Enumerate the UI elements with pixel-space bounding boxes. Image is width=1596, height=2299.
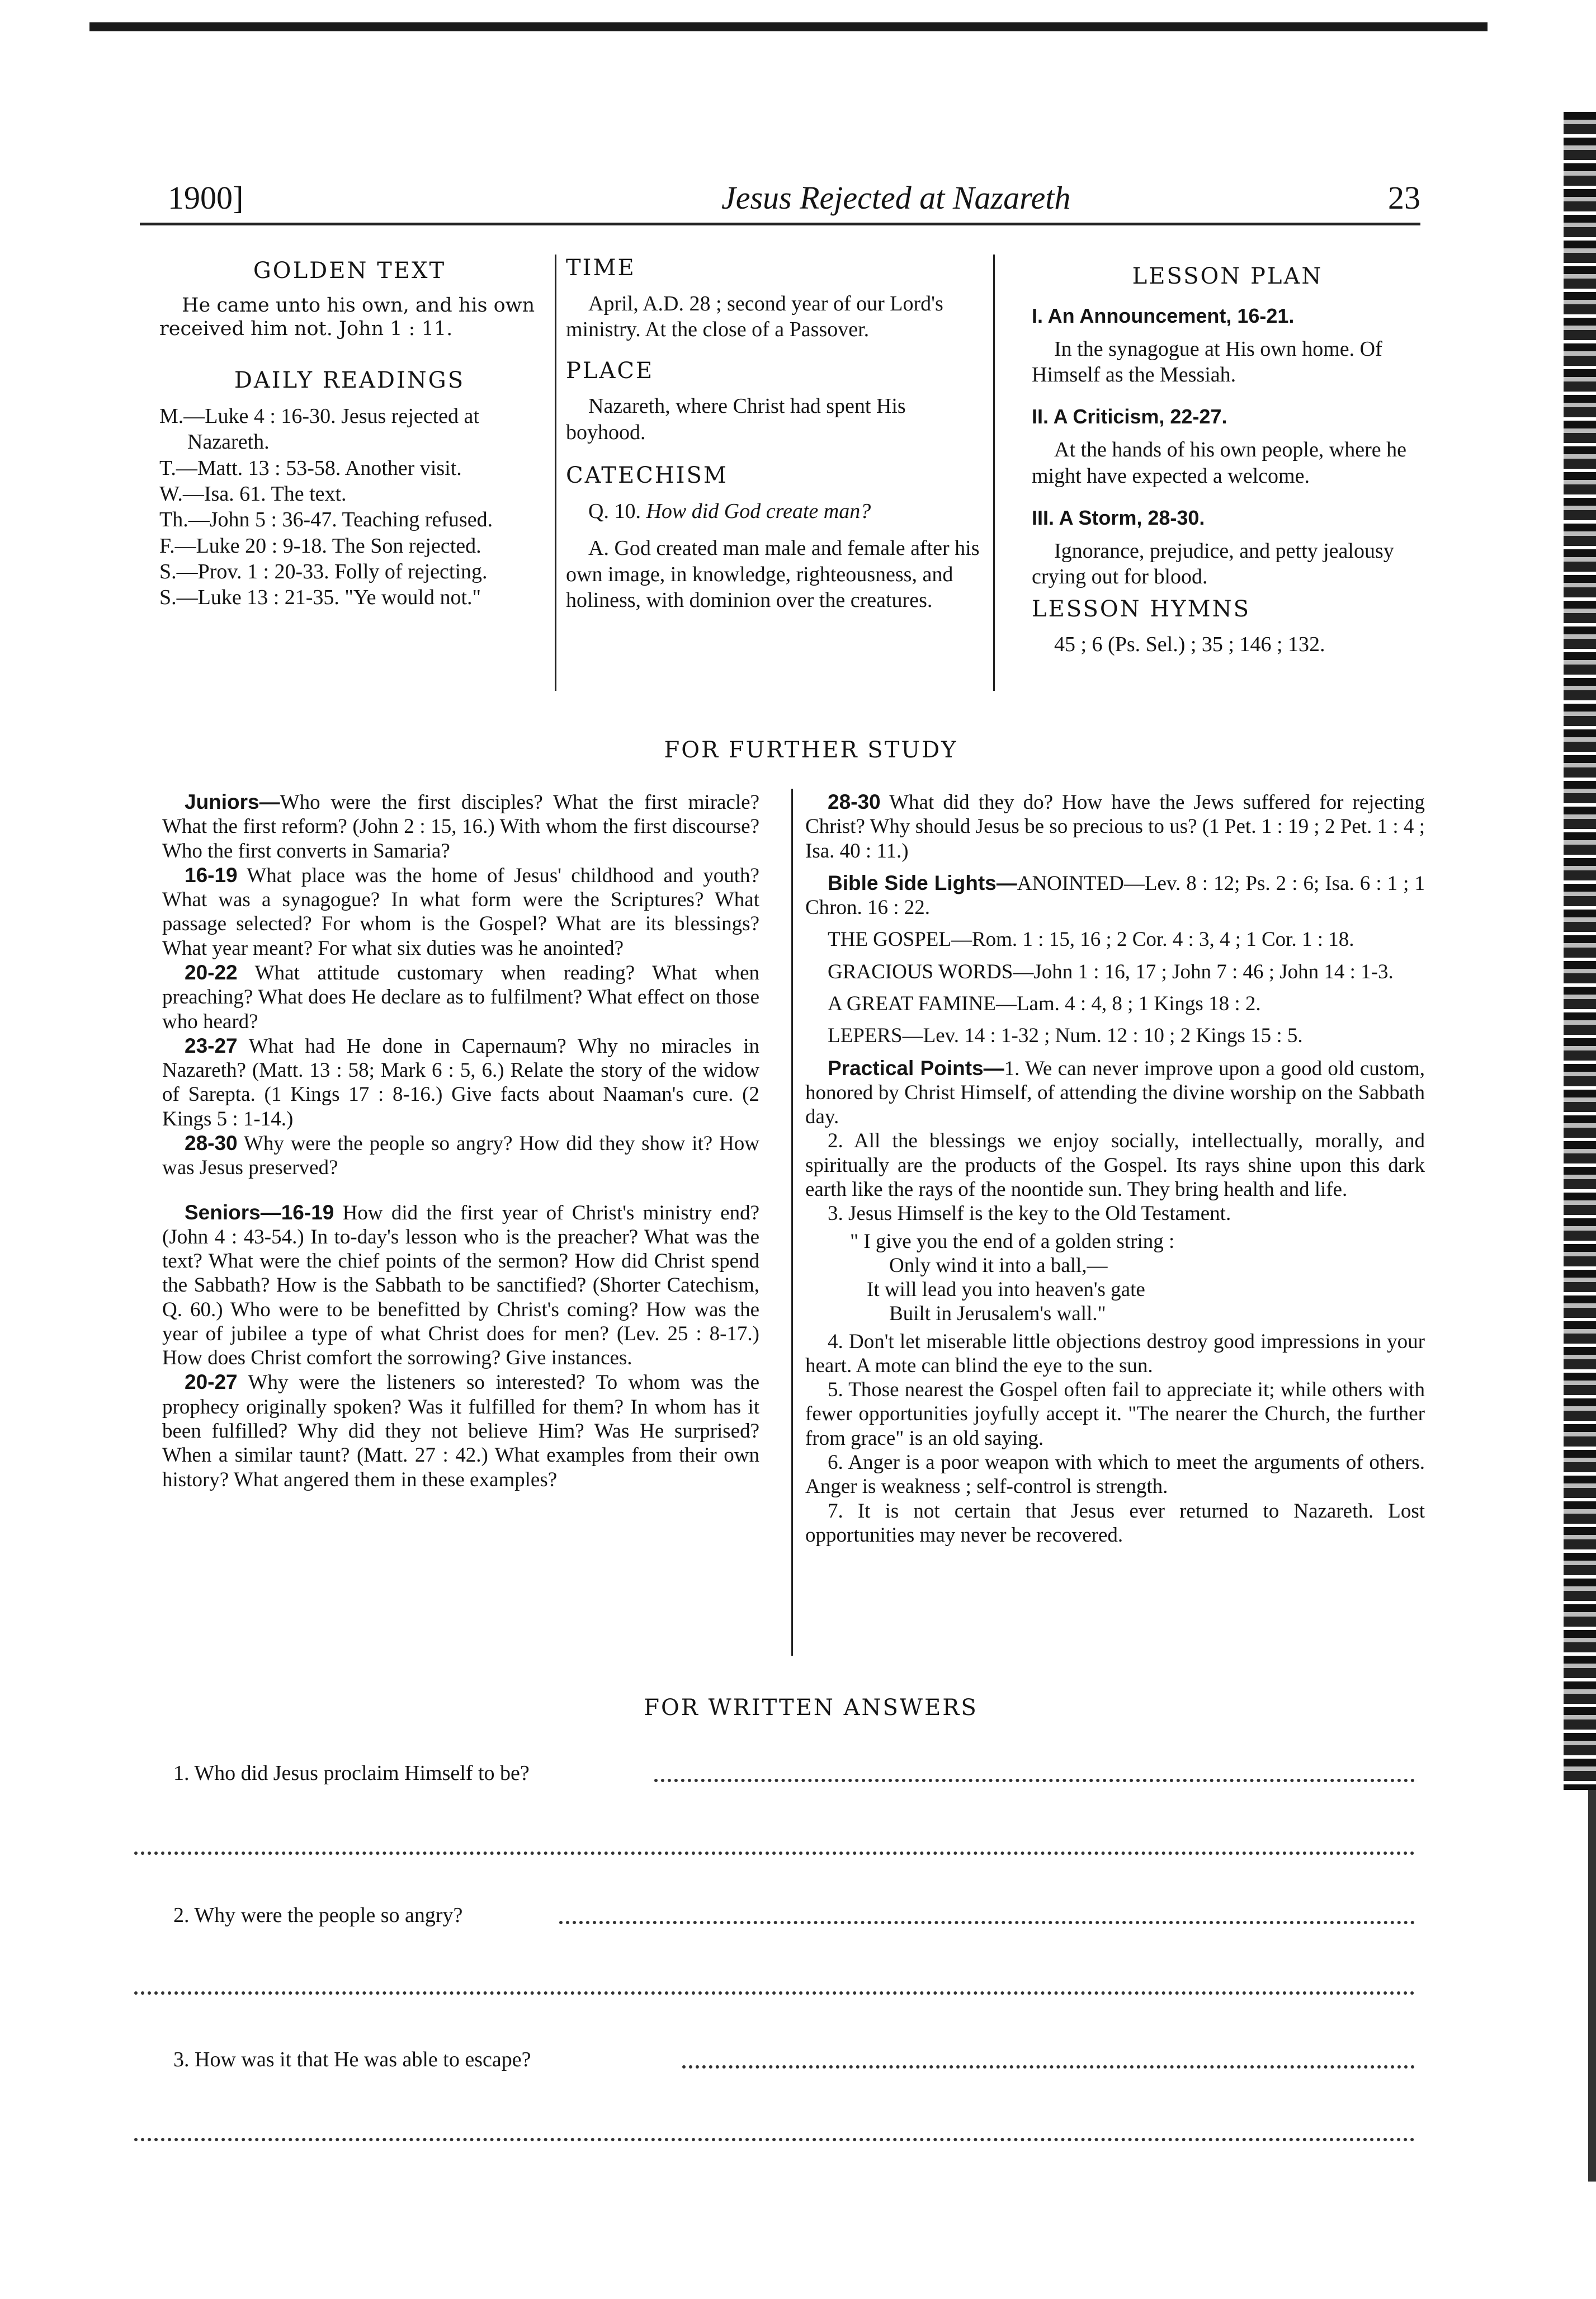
study-label: 28-30 [185,1131,238,1155]
daily-reading-item: Th.—John 5 : 36-47. Teaching refused. [159,508,493,532]
study-para-side-lights [805,871,1425,920]
header-rule [140,223,1420,225]
answer-blank-1a[interactable] [654,1779,1415,1782]
daily-reading-item: T.—Matt. 13 : 53-58. Another visit. [159,456,462,480]
answer-blank-2a[interactable] [559,1921,1415,1924]
answer-blank-2b[interactable] [134,1991,1415,1995]
page-edge-shadow-lower [1588,1790,1596,2182]
running-head-title: Jesus Rejected at Nazareth [721,180,1071,216]
study-para-seniors [162,1200,759,1370]
question-1: 1. Who did Jesus proclaim Himself to be? [173,1761,530,1785]
study-text: What had He done in Capernaum? Why no miracles in Nazareth? (Matt. 13 : 58; Mark 6 : 5, 6.) Relate the story of the widow of Sarepta. (1 Kings 17 : 8-16.) Give facts about Naaman's cure. (2 Kings 5 : 1-14.) [162,1034,759,1130]
catechism-question [566,498,980,524]
study-label: Bible Side Lights— [828,871,1017,894]
answer-blank-1b[interactable] [134,1852,1415,1855]
poem-line: Only wind it into a ball,— [889,1254,1108,1277]
study-text: Why were the people so angry? How did they show it? How was Jesus preserved? [162,1132,759,1180]
study-para-practical-points [805,1056,1425,1129]
top-edge-bar [89,22,1488,31]
golden-text-heading: GOLDEN TEXT [253,258,446,284]
page-number: 23 [1388,180,1420,216]
question-3: 3. How was it that He was able to escape? [173,2048,531,2071]
study-text: What did they do? How have the Jews suffered for rejecting Christ? Why should Jesus be so precious to us? (1 Pet. 1 : 19 ; 2 Pet. 1 : 4 ; Isa. 40 : 11.) [805,791,1425,863]
place-body: Nazareth, where Christ had spent His boyhood. [566,394,906,444]
study-para: THE GOSPEL—Rom. 1 : 15, 16 ; 2 Cor. 4 : 3, 4 ; 1 Cor. 1 : 18. [828,928,1354,951]
study-para [162,1370,759,1491]
written-answers-heading: FOR WRITTEN ANSWERS [644,1695,978,1721]
answer-blank-3a[interactable] [682,2065,1415,2069]
lesson-plan-column [1032,263,1423,658]
time-place-column [566,255,980,613]
study-label: 28-30 [828,790,881,813]
study-label: 23-27 [185,1034,238,1057]
golden-text-column [159,257,540,611]
study-para [162,960,759,1034]
lesson-plan-section-title: I. An Announcement, 16-21. [1032,304,1295,327]
study-para [805,790,1425,863]
study-text: What place was the home of Jesus' childhood and youth? What was a synagogue? In what form were the Scriptures? What passage selected? For whom is the Gospel? What are its blessings? What year meant? For what six duties was he anointed? [162,864,759,960]
study-text: Why were the listeners so interested? To whom was the prophecy originally spoken? Was it fulfilled for them? In whom has it been fulfilled? Why did they not believe Him? Was He surprised? When a similar taunt? (Matt. 27 : 42.) What examples from their own history? What angered them in these examples? [162,1371,759,1491]
time-body: April, A.D. 28 ; second year of our Lord's ministry. At the close of a Passover. [566,291,943,342]
study-label: Practical Points— [828,1056,1004,1080]
study-para: 7. It is not certain that Jesus ever returned to Nazareth. Lost opportunities may never be recovered. [805,1499,1425,1547]
daily-readings-heading: DAILY READINGS [234,368,465,394]
study-text: 1. We can never improve upon a good old custom, honored by Christ Himself, of attending the divine worship on the Sabbath day. [805,1057,1425,1129]
lesson-plan-section-text: At the hands of his own people, where he might have expected a welcome. [1032,438,1407,488]
study-para: 2. All the blessings we enjoy socially, intellectually, morally, and spiritually are the products of the Gospel. Its rays shine upon this dark earth like the rays of the noontide sun. They bring health and life. [805,1129,1425,1201]
poem-block [805,1229,1425,1326]
study-label: 20-27 [185,1370,238,1394]
running-head [134,168,1420,218]
daily-reading-item: S.—Prov. 1 : 20-33. Folly of rejecting. [159,560,488,584]
lesson-plan-section-text: Ignorance, prejudice, and petty jealousy crying out for blood. [1032,539,1394,589]
daily-reading-item: F.—Luke 20 : 9-18. The Son rejected. [159,534,481,558]
study-text: Who were the first disciples? What the first miracle? What the first reform? (John 2 : 15, 16.) With whom the first discourse? Who the first converts in Samaria? [162,791,759,863]
catechism-question-number: Q. 10. [588,499,641,523]
daily-reading-item: M.—Luke 4 : 16-30. Jesus rejected at Nazareth. [159,404,479,454]
page-edge-shadow [1564,112,1596,1790]
answer-blank-3b[interactable] [134,2138,1415,2141]
lesson-plan-heading: LESSON PLAN [1132,263,1323,289]
study-text: What attitude customary when reading? What when preaching? What does He declare as to fulfilment? What effect on those who heard? [162,961,759,1033]
poem-line: It will lead you into heaven's gate [867,1278,1145,1302]
further-study-left [162,790,759,1492]
further-study-right [805,790,1425,1547]
daily-reading-item: W.—Isa. 61. The text. [159,482,347,506]
question-2: 2. Why were the people so angry? [173,1904,463,1927]
study-para: 4. Don't let miserable little objections destroy good impressions in your heart. A mote can blind the eye to the sun. [805,1330,1425,1377]
study-para: 6. Anger is a poor weapon with which to meet the arguments of others. Anger is weakness ; self-control is strength. [805,1451,1425,1499]
poem-line: Built in Jerusalem's wall." [889,1302,1106,1326]
time-heading: TIME [566,255,636,281]
study-label: Seniors—16-19 [185,1200,334,1224]
lesson-hymns-text: 45 ; 6 (Ps. Sel.) ; 35 ; 146 ; 132. [1054,633,1325,657]
study-label: 16-19 [185,863,238,887]
column-divider [555,255,556,691]
daily-reading-item: S.—Luke 13 : 21-35. "Ye would not." [159,586,481,610]
column-divider [791,789,793,1656]
daily-readings-list [159,403,540,611]
study-para [162,1034,759,1131]
place-heading: PLACE [566,357,654,384]
study-para-juniors [162,790,759,863]
poem-line: " I give you the end of a golden string : [850,1229,1175,1253]
study-para [162,863,759,960]
study-para: A GREAT FAMINE—Lam. 4 : 4, 8 ; 1 Kings 18 : 2. [828,992,1261,1015]
running-head-year: 1900] [168,180,244,216]
lesson-plan-section-text: In the synagogue at His own home. Of Himself as the Messiah. [1032,337,1382,387]
lesson-plan-section-title: II. A Criticism, 22-27. [1032,405,1227,428]
lesson-hymns-heading: LESSON HYMNS [1032,596,1251,622]
column-divider [993,255,995,691]
study-para: GRACIOUS WORDS—John 1 : 16, 17 ; John 7 : 46 ; John 14 : 1-3. [828,960,1394,983]
study-text: How did the first year of Christ's ministry end? (John 4 : 43-54.) In to-day's lesson who is the preacher? What was the text? What were the chief points of the sermon? How did Christ spend the Sabbath? How is the Sabbath to be sanctified? (Shorter Catechism, Q. 60.) Who were to be benefitted by Christ's coming? How was the year of jubilee a type of what Christ does for men? (Lev. 25 : 8-17.) How does Christ comfort the sorrowing? Give instances. [162,1201,760,1370]
golden-text-body: He came unto his own, and his own received him not. John 1 : 11. [159,294,535,341]
study-text: ANOINTED—Lev. 8 : 12; Ps. 2 : 6; Isa. 6 : 1 ; 1 Chron. 16 : 22. [805,871,1425,920]
study-para: LEPERS—Lev. 14 : 1-32 ; Num. 12 : 10 ; 2 Kings 15 : 5. [828,1024,1303,1048]
further-study-heading: FOR FURTHER STUDY [664,737,958,763]
study-para [162,1131,759,1180]
study-label: 20-22 [185,960,238,984]
catechism-heading: CATECHISM [566,463,728,489]
study-para: 3. Jesus Himself is the key to the Old Testament. [828,1202,1231,1226]
study-label: Juniors— [185,790,280,813]
catechism-answer: A. God created man male and female after his own image, in knowledge, righteousness, and holiness, with dominion over the creatures. [566,536,980,612]
catechism-question-text: How did God create man? [646,499,871,523]
study-para: 5. Those nearest the Gospel often fail to appreciate it; while others with fewer opportunities joyfully accept it. "The nearer the Church, the further from grace" is an old saying. [805,1378,1425,1450]
lesson-plan-section-title: III. A Storm, 28-30. [1032,506,1205,530]
